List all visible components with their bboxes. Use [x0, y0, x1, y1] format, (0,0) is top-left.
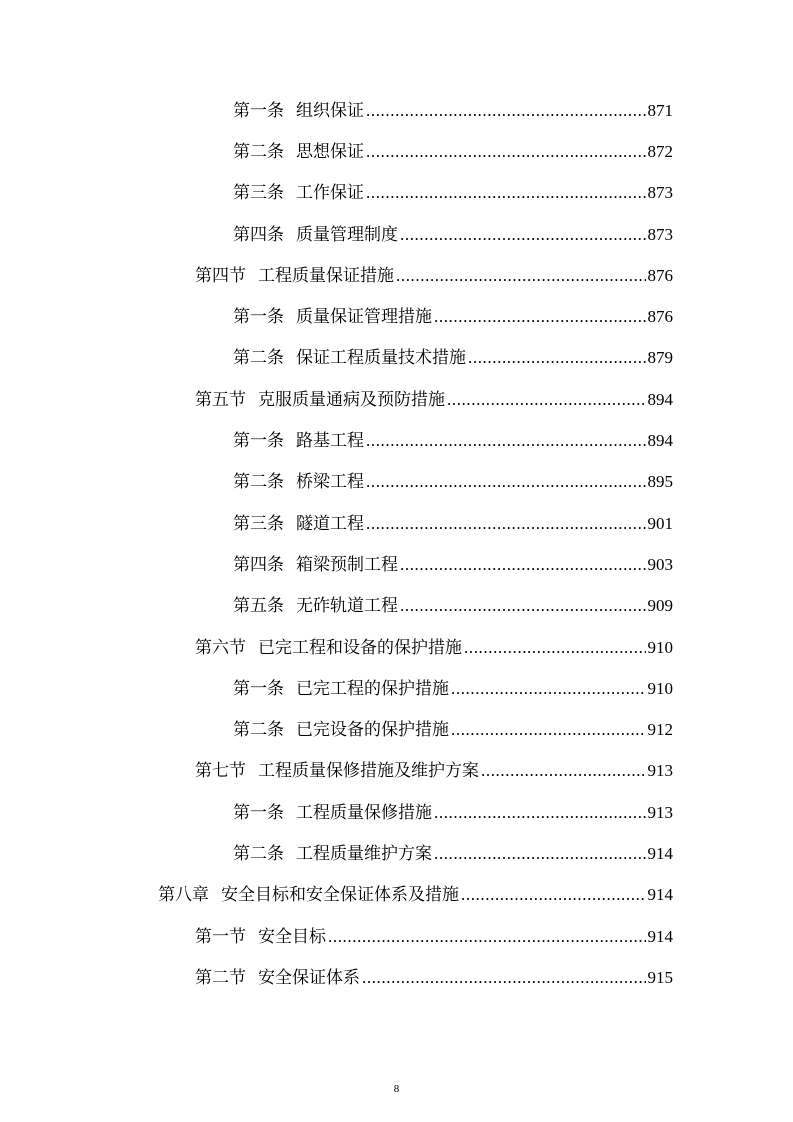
toc-entry-number: 第一条 — [233, 802, 284, 823]
toc-entry[interactable] — [0, 833, 793, 874]
toc-dot-leader — [400, 555, 646, 575]
toc-entry-page: 876 — [647, 265, 673, 285]
toc-entry-title: 已完设备的保护措施 — [296, 720, 449, 741]
toc-dot-leader — [396, 266, 646, 286]
toc-entry-number: 第二条 — [233, 141, 284, 162]
toc-entry-title: 组织保证 — [296, 100, 364, 121]
toc-entry[interactable] — [0, 957, 793, 998]
toc-entry-title: 隧道工程 — [296, 513, 364, 534]
toc-entry[interactable] — [0, 379, 793, 420]
toc-entry-line — [233, 679, 673, 699]
toc-entry[interactable] — [0, 751, 793, 792]
page-number: 8 — [393, 1083, 400, 1095]
toc-entry-line — [158, 885, 673, 905]
toc-entry-number: 第三条 — [233, 513, 284, 534]
toc-entry-line — [233, 101, 673, 121]
toc-dot-leader — [366, 431, 646, 451]
toc-entry-page: 913 — [647, 802, 673, 822]
toc-entry-title: 安全目标和安全保证体系及措施 — [221, 885, 459, 906]
toc-entry[interactable] — [0, 420, 793, 461]
toc-entry-number: 第三条 — [233, 183, 284, 204]
toc-entry-title: 质量管理制度 — [296, 224, 398, 245]
toc-entry-title: 安全保证体系 — [258, 967, 360, 988]
toc-entry-page: 910 — [647, 637, 673, 657]
toc-entry[interactable] — [0, 544, 793, 585]
toc-entry-page: 872 — [647, 141, 673, 161]
toc-dot-leader — [366, 514, 646, 534]
toc-entry-line — [195, 266, 673, 286]
toc-entry-page: 871 — [647, 100, 673, 120]
toc-entry-line — [233, 720, 673, 740]
toc-entry-title: 工程质量保修措施 — [296, 802, 432, 823]
toc-entry-line — [233, 555, 673, 575]
toc-entry-number: 第一节 — [195, 926, 246, 947]
toc-entry-number: 第五节 — [195, 389, 246, 410]
toc-entry[interactable] — [0, 586, 793, 627]
toc-dot-leader — [451, 720, 646, 740]
toc-entry-title: 质量保证管理措施 — [296, 307, 432, 328]
toc-entry-line — [233, 514, 673, 534]
toc-entry-line — [233, 307, 673, 327]
toc-entry-number: 第五条 — [233, 596, 284, 617]
toc-entry-title: 思想保证 — [296, 141, 364, 162]
toc-entry[interactable] — [0, 296, 793, 337]
toc-dot-leader — [434, 803, 646, 823]
toc-dot-leader — [400, 225, 646, 245]
toc-dot-leader — [447, 390, 646, 410]
toc-entry-title: 保证工程质量技术措施 — [296, 348, 466, 369]
toc-entry-page: 914 — [647, 926, 673, 946]
toc-entry-line — [233, 431, 673, 451]
toc-entry-number: 第二条 — [233, 472, 284, 493]
toc-entry-line — [233, 803, 673, 823]
toc-entry-title: 工程质量保证措施 — [258, 265, 394, 286]
toc-entry-line — [233, 472, 673, 492]
toc-entry-number: 第二条 — [233, 843, 284, 864]
toc-entry-page: 914 — [647, 885, 673, 905]
toc-entry-page: 895 — [647, 472, 673, 492]
toc-dot-leader — [328, 927, 646, 947]
toc-dot-leader — [464, 638, 646, 658]
toc-dot-leader — [461, 885, 646, 905]
toc-dot-leader — [451, 679, 646, 699]
toc-entry-title: 安全目标 — [258, 926, 326, 947]
toc-entry-line — [195, 390, 673, 410]
toc-entry[interactable] — [0, 462, 793, 503]
toc-entry-title: 工程质量保修措施及维护方案 — [258, 761, 479, 782]
toc-dot-leader — [366, 183, 646, 203]
toc-entry[interactable] — [0, 214, 793, 255]
toc-dot-leader — [366, 472, 646, 492]
toc-entry-number: 第一条 — [233, 431, 284, 452]
toc-entry[interactable] — [0, 131, 793, 172]
toc-entry-title: 工程质量维护方案 — [296, 843, 432, 864]
toc-entry-number: 第四节 — [195, 265, 246, 286]
toc-dot-leader — [481, 761, 646, 781]
toc-entry-number: 第二条 — [233, 348, 284, 369]
toc-dot-leader — [366, 101, 646, 121]
toc-entry-number: 第一条 — [233, 100, 284, 121]
toc-entry[interactable] — [0, 875, 793, 916]
toc-entry-number: 第六节 — [195, 637, 246, 658]
toc-entry-line — [233, 142, 673, 162]
toc-entry-title: 工作保证 — [296, 183, 364, 204]
toc-entry[interactable] — [0, 792, 793, 833]
toc-dot-leader — [434, 307, 646, 327]
toc-entry-page: 913 — [647, 761, 673, 781]
toc-entry[interactable] — [0, 627, 793, 668]
toc-entry-page: 903 — [647, 554, 673, 574]
toc-entry-line — [233, 596, 673, 616]
toc-entry-line — [195, 638, 673, 658]
toc-entry-line — [195, 968, 673, 988]
toc-entry[interactable] — [0, 338, 793, 379]
toc-entry-number: 第七节 — [195, 761, 246, 782]
toc-entry-title: 已完工程的保护措施 — [296, 678, 449, 699]
toc-dot-leader — [468, 348, 646, 368]
toc-entry-line — [195, 761, 673, 781]
toc-entry-line — [195, 927, 673, 947]
toc-entry-page: 910 — [647, 678, 673, 698]
toc-entry-title: 路基工程 — [296, 431, 364, 452]
toc-dot-leader — [434, 844, 646, 864]
toc-entry[interactable] — [0, 916, 793, 957]
toc-entry-title: 无砟轨道工程 — [296, 596, 398, 617]
toc-dot-leader — [400, 596, 646, 616]
toc-entry-number: 第二节 — [195, 967, 246, 988]
toc-dot-leader — [362, 968, 646, 988]
toc-entry-page: 915 — [647, 967, 673, 987]
toc-entry-page: 873 — [647, 224, 673, 244]
toc-entry[interactable] — [0, 255, 793, 296]
toc-dot-leader — [366, 142, 646, 162]
table-of-contents — [0, 90, 793, 999]
toc-entry-page: 879 — [647, 348, 673, 368]
toc-entry-number: 第四条 — [233, 224, 284, 245]
toc-entry[interactable] — [0, 503, 793, 544]
toc-entry-line — [233, 844, 673, 864]
toc-entry-title: 箱梁预制工程 — [296, 554, 398, 575]
toc-entry-page: 909 — [647, 596, 673, 616]
toc-entry-title: 桥梁工程 — [296, 472, 364, 493]
toc-entry-page: 914 — [647, 843, 673, 863]
toc-entry-page: 894 — [647, 389, 673, 409]
toc-entry-title: 已完工程和设备的保护措施 — [258, 637, 462, 658]
toc-entry-number: 第一条 — [233, 678, 284, 699]
toc-entry-page: 901 — [647, 513, 673, 533]
toc-entry-title: 克服质量通病及预防措施 — [258, 389, 445, 410]
toc-entry-number: 第八章 — [158, 885, 209, 906]
toc-entry[interactable] — [0, 90, 793, 131]
toc-entry-page: 876 — [647, 307, 673, 327]
toc-entry[interactable] — [0, 709, 793, 750]
toc-entry[interactable] — [0, 668, 793, 709]
toc-entry-line — [233, 183, 673, 203]
toc-entry-number: 第一条 — [233, 307, 284, 328]
toc-entry-line — [233, 225, 673, 245]
toc-entry-page: 912 — [647, 720, 673, 740]
toc-entry-line — [233, 348, 673, 368]
toc-entry-number: 第四条 — [233, 554, 284, 575]
toc-entry-page: 894 — [647, 431, 673, 451]
toc-entry-page: 873 — [647, 183, 673, 203]
toc-entry-number: 第二条 — [233, 720, 284, 741]
toc-entry[interactable] — [0, 173, 793, 214]
